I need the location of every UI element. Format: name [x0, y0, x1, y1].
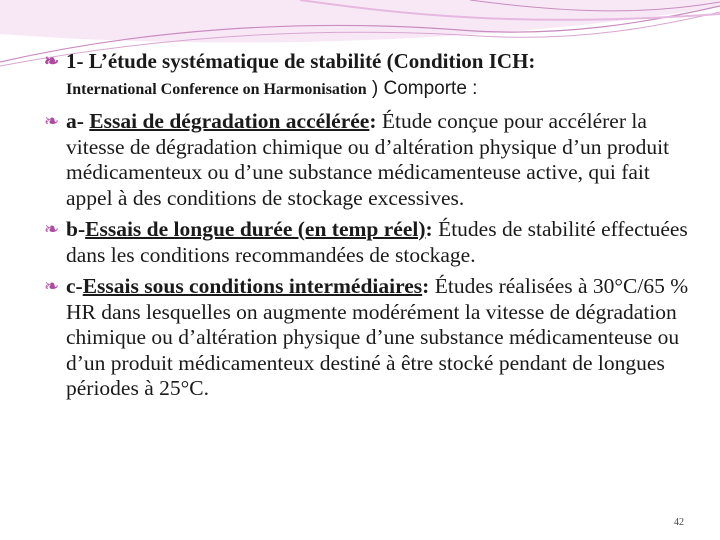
bullet-icon: ❧ — [44, 219, 60, 239]
item-c-title: Essais sous conditions intermédiaires — [82, 274, 423, 298]
list-item-c — [44, 274, 694, 402]
item-b-body: Études de stabilité effectuées dans les conditions recommandées de stockage. — [66, 217, 688, 267]
list-item-a — [44, 109, 694, 211]
heading-item — [44, 48, 694, 103]
item-b-title: Essais de longue durée (en temp réel) — [85, 217, 426, 241]
page-number: 42 — [674, 517, 684, 528]
item-a-sep: : — [369, 109, 382, 133]
bullet-icon: ❧ — [44, 111, 60, 131]
item-a-lead: a- — [66, 109, 90, 133]
item-c-body: Études réalisées à 30°C/65 % HR dans lesquelles on augmente modérément la vitesse de dégradation chimique ou d’altération physique d’une substance médicamenteuse ou d’un produit médicamenteux destiné à être stocké pendant de longues périodes à 25°C. — [66, 274, 689, 400]
item-c-lead: c- — [66, 274, 83, 298]
item-b-lead: b- — [66, 217, 86, 241]
heading-main: 1- L’étude systématique de stabilité (Condition ICH: — [66, 49, 536, 73]
list-item-b — [44, 217, 694, 268]
item-a-title: Essai de dégradation accélérée — [89, 109, 370, 133]
heading-tail: ) Comporte : — [366, 78, 478, 99]
slide-body — [44, 46, 694, 402]
bullet-icon: ❧ — [44, 276, 60, 296]
item-a-body: Étude conçue pour accélérer la vitesse de dégradation chimique ou d’altération physique d’un produit médicamenteux ou d’une substance médicamenteuse active, qui fait appel à des conditions de stockage excessives. — [66, 109, 670, 210]
heading-sub: International Conference on Harmonisation — [66, 81, 367, 98]
bullet-icon: ❧ — [44, 51, 60, 71]
item-b-sep: : — [425, 217, 439, 241]
item-c-sep: : — [422, 274, 435, 298]
